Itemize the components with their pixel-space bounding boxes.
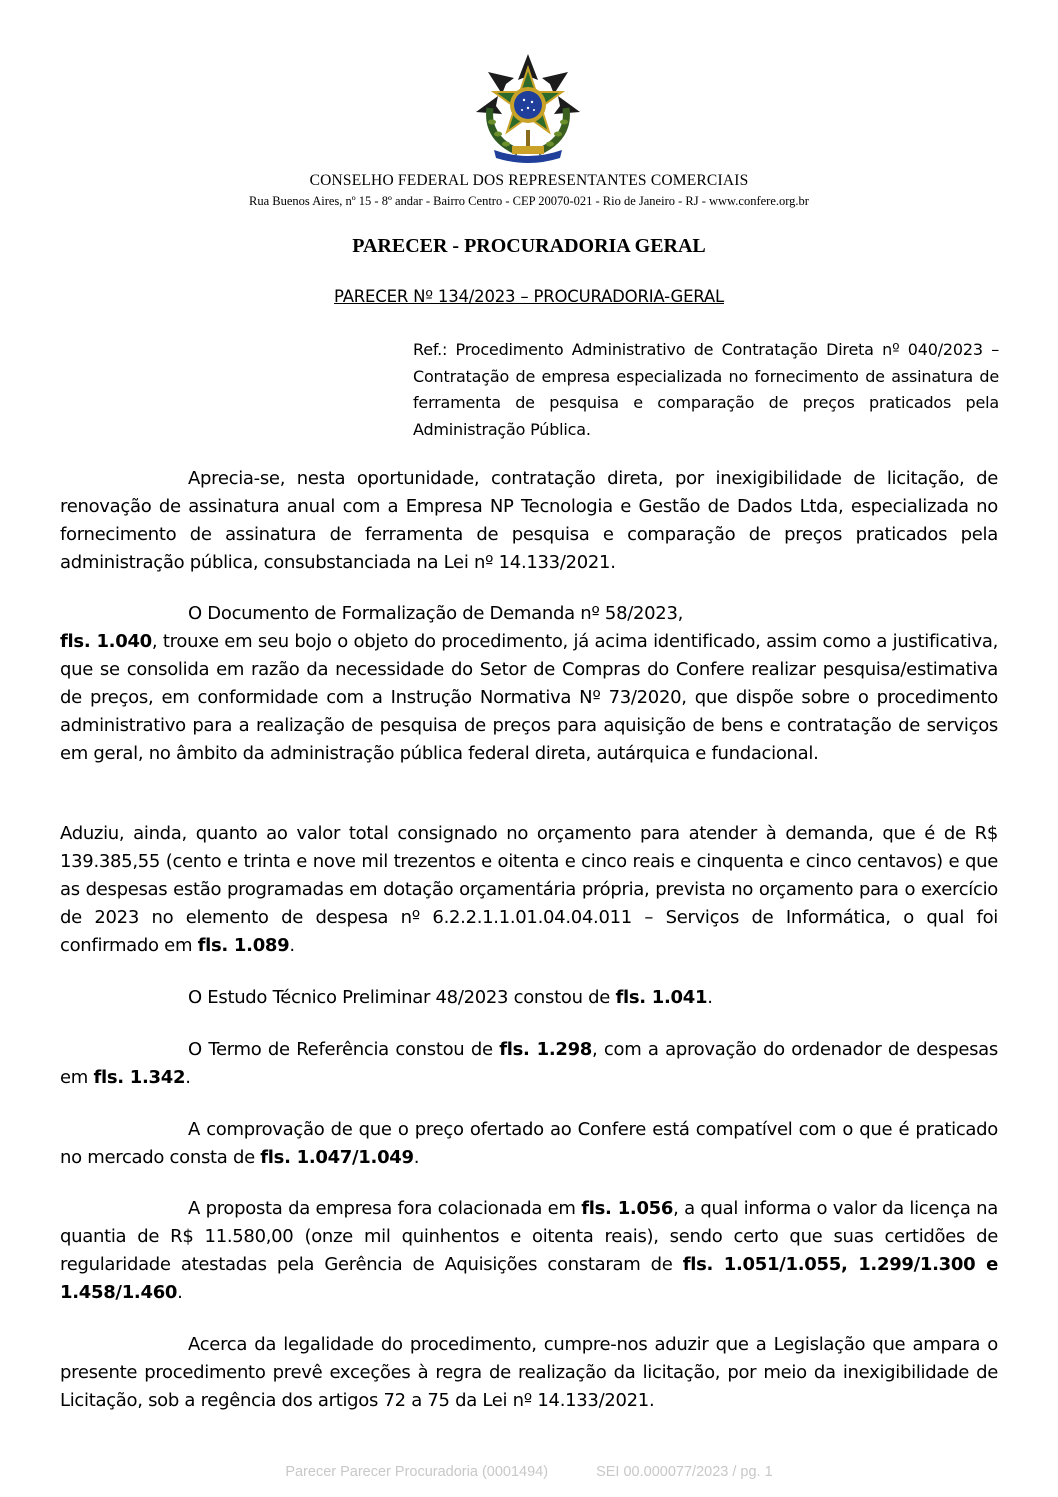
paragraph-2 <box>60 600 998 768</box>
fls-reference: fls. 1.041 <box>615 987 708 1008</box>
paragraph-3-main: Aduziu, ainda, quanto ao valor total consignado no orçamento para atender à demanda, que é de R$ 139.385,55 (cento e trinta e nove mil trezentos e oitenta e cinco reais e cinquenta e cinco centavos) e que as despesas estão programadas em dotação orçamentária própria, prevista no orçamento para o exercício de 2023 no elemento de despesa nº 6.2.2.1.1.01.04.04.011 – Serviços de Informática, o qual foi confirmado em <box>60 823 998 956</box>
paragraph-5-middle: , com a aprovação do ordenador de despesas em <box>60 1039 998 1088</box>
organization-name: CONSELHO FEDERAL DOS REPRESENTANTES COMERCIAIS <box>309 172 749 189</box>
paragraph-3-text <box>60 820 998 960</box>
paragraph-3-end: . <box>289 935 295 956</box>
paragraph-2-rest: , trouxe em seu bojo o objeto do procedimento, já acima identificado, assim como a justificativa, que se consolida em razão da necessidade do Setor de Compras do Confere realizar pesquisa/estimativa de preços, em conformidade com a Instrução Normativa Nº 73/2020, que dispõe sobre o procedimento administrativo para a realização de pesquisa de preços para aquisição de bens e contratação de serviços em geral, no âmbito da administração pública federal direta, autárquica e fundacional. <box>60 631 998 764</box>
footer-sei-reference: SEI 00.000077/2023 / pg. 1 <box>596 1464 773 1480</box>
paragraph-6-end: . <box>413 1147 420 1168</box>
paragraph-4-text <box>60 984 998 1012</box>
paragraph-7-text <box>60 1195 998 1307</box>
footer-document-label: Parecer Parecer Procuradoria (0001494) <box>285 1464 549 1480</box>
paragraph-6-text <box>60 1116 998 1172</box>
paragraph-1-text: Aprecia-se, nesta oportunidade, contratação direta, por inexigibilidade de licitação, de renovação de assinatura anual com a Empresa NP Tecnologia e Gestão de Dados Ltda, especializada no fornecimento de assinatura de ferramenta de pesquisa e comparação de preços praticados pela administração pública, consubstanciada na Lei nº 14.133/2021. <box>60 468 998 573</box>
document-number: PARECER Nº 134/2023 – PROCURADORIA-GERAL <box>334 287 724 306</box>
paragraph-5 <box>60 1036 998 1092</box>
paragraph-1 <box>60 465 998 577</box>
fls-reference: fls. 1.040 <box>60 631 152 652</box>
paragraph-3 <box>60 820 998 960</box>
paragraph-7-middle: , a qual informa o valor da licença na quantia de R$ 11.580,00 (onze mil quinhentos e oitenta reais), sendo certo que suas certidões de regularidade atestadas pela Gerência de Aquisições constaram de <box>60 1198 998 1275</box>
paragraph-2-intro: O Documento de Formalização de Demanda nº 58/2023, <box>188 603 684 624</box>
paragraph-4 <box>60 984 998 1012</box>
paragraph-6-main: A comprovação de que o preço ofertado ao Confere está compatível com o que é praticado no mercado consta de <box>60 1119 998 1168</box>
paragraph-7 <box>60 1195 998 1307</box>
paragraph-5-main: O Termo de Referência constou de <box>188 1039 500 1060</box>
document-title: PARECER - PROCURADORIA GERAL <box>352 235 706 257</box>
coat-of-arms-emblem <box>472 50 584 166</box>
organization-address: Rua Buenos Aires, nº 15 - 8º andar - Bairro Centro - CEP 20070-021 - Rio de Janeiro - RJ - www.confere.org.br <box>249 194 809 208</box>
fls-reference: fls. 1.051/1.055, 1.299/1.300 e 1.458/1.460 <box>60 1254 998 1303</box>
fls-reference: fls. 1.089 <box>197 935 290 956</box>
fls-reference: fls. 1.342 <box>93 1067 186 1088</box>
paragraph-4-end: . <box>707 987 713 1008</box>
paragraph-4-main: O Estudo Técnico Preliminar 48/2023 constou de <box>188 987 616 1008</box>
paragraph-8-text: Acerca da legalidade do procedimento, cumpre-nos aduzir que a Legislação que ampara o presente procedimento prevê exceções à regra de realização da licitação, por meio da inexigibilidade de Licitação, sob a regência dos artigos 72 a 75 da Lei nº 14.133/2021. <box>60 1334 998 1411</box>
page-footer <box>0 1464 1058 1480</box>
reference-block: Ref.: Procedimento Administrativo de Contratação Direta nº 040/2023 – Contratação de empresa especializada no fornecimento de assinatura de ferramenta de pesquisa e comparação de preços praticados pela Administração Pública. <box>413 340 999 439</box>
fls-reference: fls. 1.047/1.049 <box>260 1147 414 1168</box>
fls-reference: fls. 1.056 <box>581 1198 674 1219</box>
paragraph-7-main: A proposta da empresa fora colacionada em <box>188 1198 582 1219</box>
paragraph-5-text <box>60 1036 998 1092</box>
paragraph-2-body <box>60 628 998 768</box>
paragraph-7-end: . <box>177 1282 183 1303</box>
paragraph-6 <box>60 1116 998 1172</box>
fls-reference: fls. 1.298 <box>499 1039 593 1060</box>
paragraph-5-end: . <box>185 1067 191 1088</box>
paragraph-8 <box>60 1331 998 1415</box>
